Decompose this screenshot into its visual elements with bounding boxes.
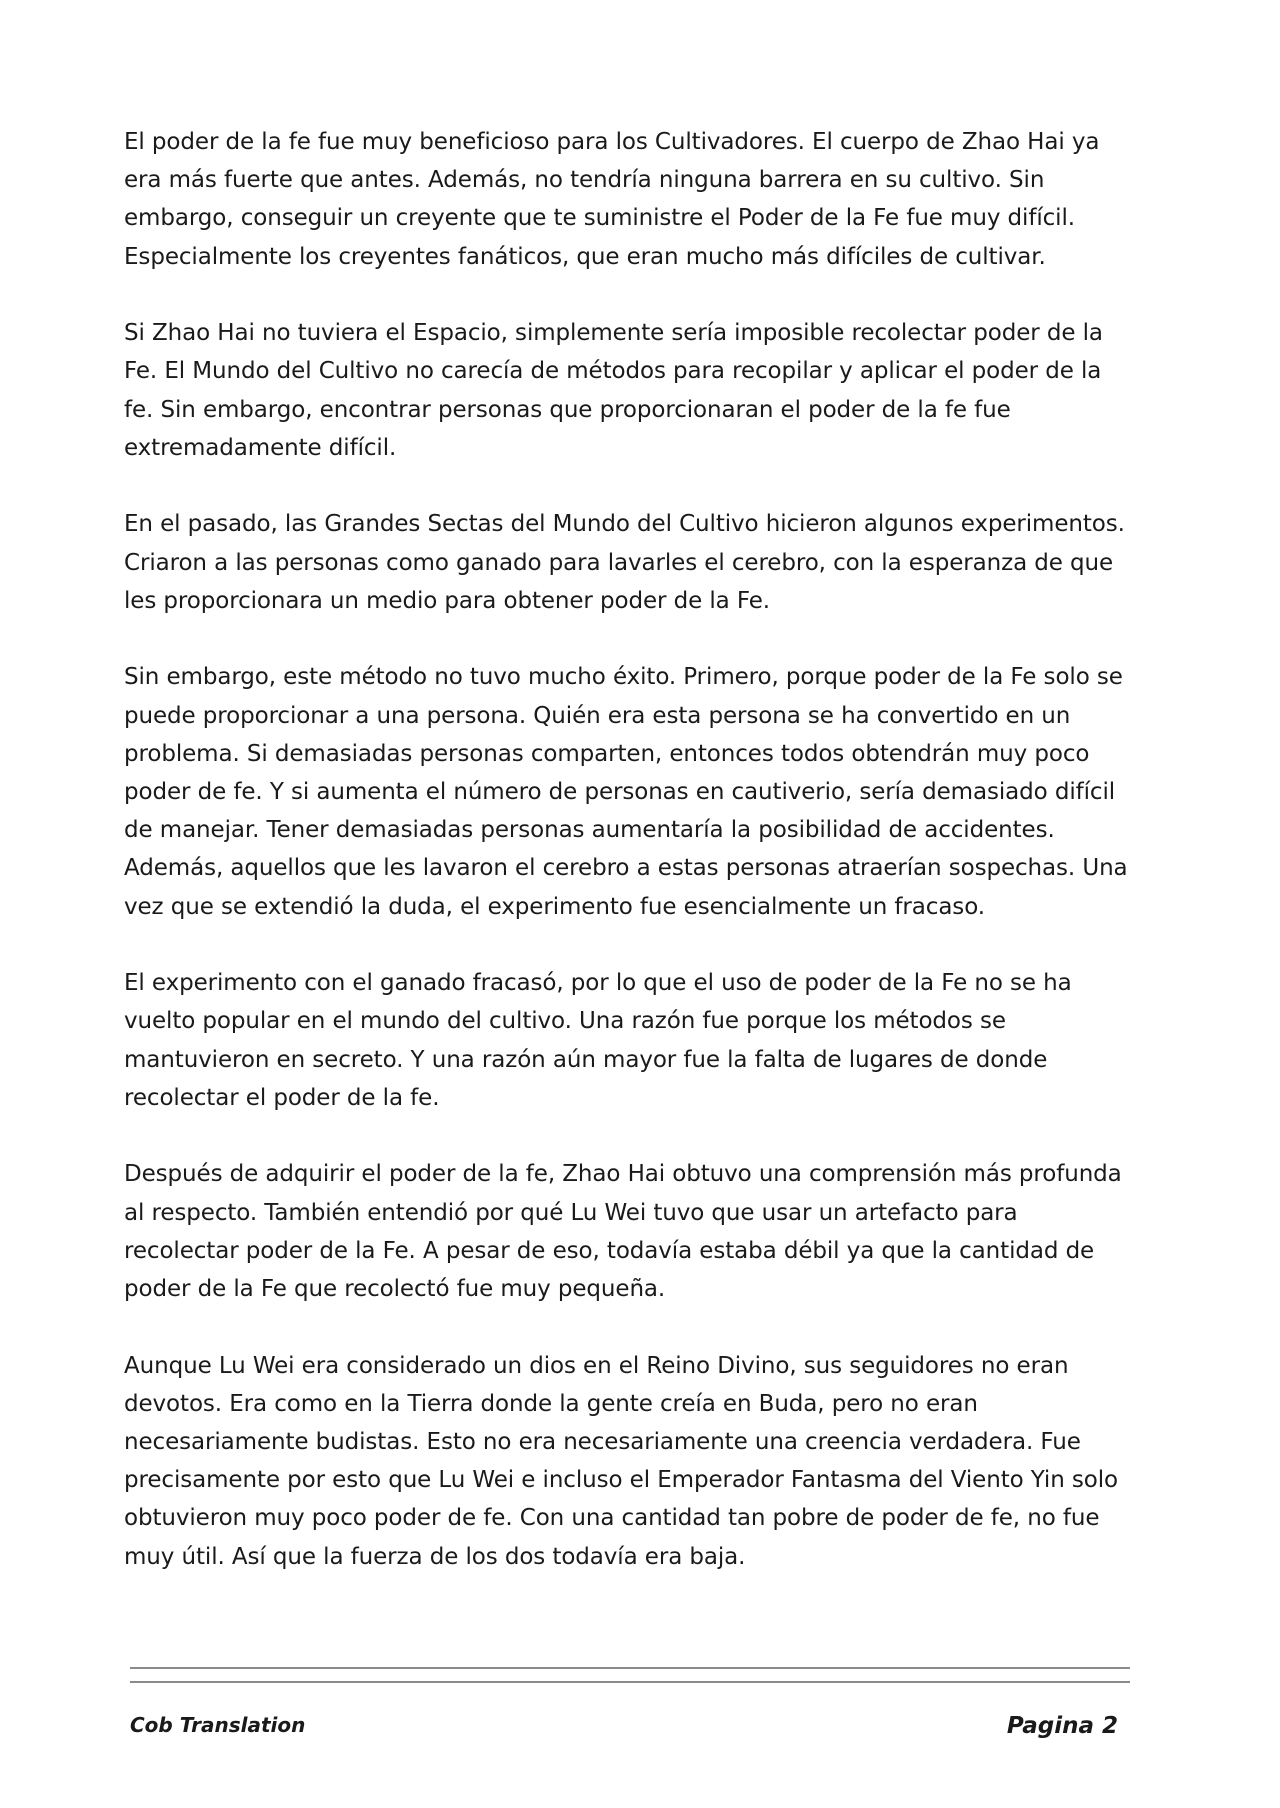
footer-page-number: Pagina 2 <box>1006 1713 1118 1739</box>
paragraph-6: Después de adquirir el poder de la fe, Zhao Hai obtuvo una comprensión más profunda al respecto. También entendió por qué Lu Wei tuvo que usar un artefacto para recolectar poder de la Fe. A pesar de eso, todavía estaba débil ya que la cantidad de poder de la Fe que recolectó fue muy pequeña. <box>124 1161 1122 1303</box>
paragraph-3: En el pasado, las Grandes Sectas del Mundo del Cultivo hicieron algunos experimentos. Criaron a las personas como ganado para lavarles el cerebro, con la esperanza de que les proporcionara un medio para obtener poder de la Fe. <box>124 511 1125 614</box>
document-body <box>124 123 1134 1614</box>
footer-divider-bottom <box>130 1681 1130 1683</box>
paragraph-2: Si Zhao Hai no tuviera el Espacio, simplemente sería imposible recolectar poder de la Fe. El Mundo del Cultivo no carecía de métodos para recopilar y aplicar el poder de la fe. Sin embargo, encontrar personas que proporcionaran el poder de la fe fue extremadamente difícil. <box>124 320 1103 461</box>
footer-translator-credit: Cob Translation <box>130 1713 306 1737</box>
paragraph-1: El poder de la fe fue muy beneficioso para los Cultivadores. El cuerpo de Zhao Hai ya era más fuerte que antes. Además, no tendría ninguna barrera en su cultivo. Sin embargo, conseguir un creyente que te suministre el Poder de la Fe fue muy difícil. Especialmente los creyentes fanáticos, que eran mucho más difíciles de cultivar. <box>124 129 1100 270</box>
paragraph-7: Aunque Lu Wei era considerado un dios en el Reino Divino, sus seguidores no eran devotos. Era como en la Tierra donde la gente creía en Buda, pero no eran necesariamente budistas. Esto no era necesariamente una creencia verdadera. Fue precisamente por esto que Lu Wei e incluso el Emperador Fantasma del Viento Yin solo obtuvieron muy poco poder de fe. Con una cantidad tan pobre de poder de fe, no fue muy útil. Así que la fuerza de los dos todavía era baja. <box>124 1352 1119 1570</box>
footer-divider-top <box>130 1667 1130 1669</box>
paragraph-5: El experimento con el ganado fracasó, por lo que el uso de poder de la Fe no se ha vuelto popular en el mundo del cultivo. Una razón fue porque los métodos se mantuvieron en secreto. Y una razón aún mayor fue la falta de lugares de donde recolectar el poder de la fe. <box>124 970 1072 1111</box>
paragraph-4: Sin embargo, este método no tuvo mucho éxito. Primero, porque poder de la Fe solo se puede proporcionar a una persona. Quién era esta persona se ha convertido en un problema. Si demasiadas personas comparten, entonces todos obtendrán muy poco poder de fe. Y si aumenta el número de personas en cautiverio, sería demasiado difícil de manejar. Tener demasiadas personas aumentaría la posibilidad de accidentes. Además, aquellos que les lavaron el cerebro a estas personas atraerían sospechas. Una vez que se extendió la duda, el experimento fue esencialmente un fracaso. <box>124 664 1128 920</box>
